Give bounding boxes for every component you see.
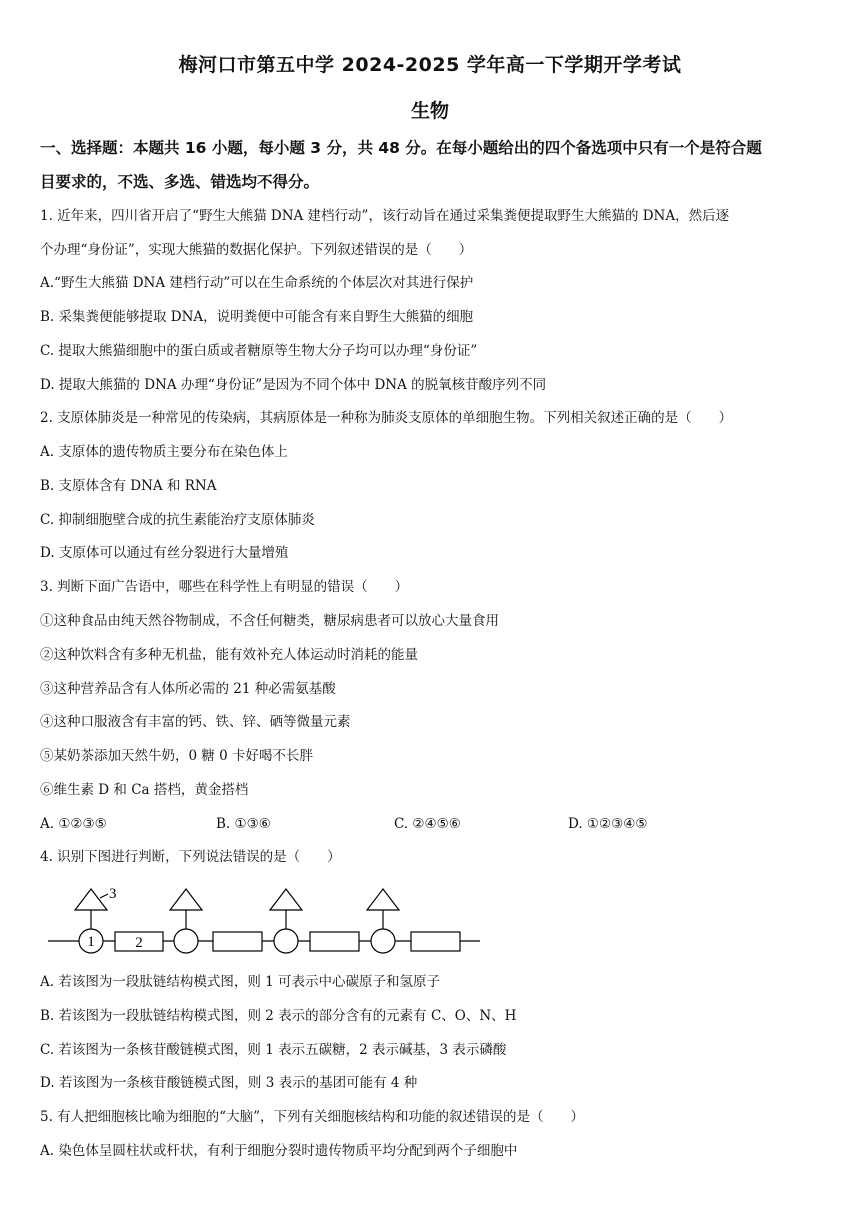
question-3-option-b: B. ①③⑥ bbox=[216, 816, 271, 832]
question-3-statement: ④这种口服液含有丰富的钙、铁、锌、硒等微量元素 bbox=[40, 714, 351, 730]
question-1-stem-line-1: 1. 近年来，四川省开启了“野生大熊猫 DNA 建档行动”，该行动旨在通过采集粪便提取野生大熊猫的 DNA，然后逐 bbox=[40, 208, 730, 224]
rect-unit bbox=[213, 932, 262, 951]
section-instructions-line-2: 目要求的，不选、多选、错选均不得分。 bbox=[40, 173, 320, 191]
triangle-group bbox=[170, 889, 202, 910]
question-3-statement: ③这种营养品含有人体所必需的 21 种必需氨基酸 bbox=[40, 681, 336, 697]
question-2-option-b: B. 支原体含有 DNA 和 RNA bbox=[40, 478, 217, 494]
question-3-option-a: A. ①②③⑤ bbox=[40, 816, 107, 832]
triangle-group bbox=[270, 889, 302, 910]
question-3-stem: 3. 判断下面广告语中，哪些在科学性上有明显的错误（ ） bbox=[40, 579, 409, 595]
question-1-option-b: B. 采集粪便能够提取 DNA，说明粪便中可能含有来自野生大熊猫的细胞 bbox=[40, 309, 474, 325]
question-1-option-d: D. 提取大熊猫的 DNA 办理“身份证”是因为不同个体中 DNA 的脱氧核苷酸序列不同 bbox=[40, 377, 547, 393]
question-5-stem: 5. 有人把细胞核比喻为细胞的“大脑”，下列有关细胞核结构和功能的叙述错误的是（ ） bbox=[40, 1109, 584, 1125]
chain-structure-diagram bbox=[40, 884, 490, 964]
question-3-option-d: D. ①②③④⑤ bbox=[568, 816, 648, 832]
question-3-statement: ⑤某奶茶添加天然牛奶，0 糖 0 卡好喝不长胖 bbox=[40, 748, 314, 764]
question-2-option-c: C. 抑制细胞壁合成的抗生素能治疗支原体肺炎 bbox=[40, 512, 315, 528]
question-4-stem: 4. 识别下图进行判断，下列说法错误的是（ ） bbox=[40, 849, 341, 865]
question-1-option-a: A.“野生大熊猫 DNA 建档行动”可以在生命系统的个体层次对其进行保护 bbox=[40, 275, 474, 291]
question-1-stem-line-2: 个办理“身份证”，实现大熊猫的数据化保护。下列叙述错误的是（ ） bbox=[40, 242, 473, 258]
question-4-option-b: B. 若该图为一段肽链结构模式图，则 2 表示的部分含有的元素有 C、O、N、H bbox=[40, 1008, 517, 1024]
question-2-stem: 2. 支原体肺炎是一种常见的传染病，其病原体是一种称为肺炎支原体的单细胞生物。下列相关叙述正确的是（ ） bbox=[40, 410, 733, 426]
rect-unit bbox=[411, 932, 460, 951]
figure-label-3: 3 bbox=[109, 886, 117, 902]
question-3-option-c: C. ②④⑤⑥ bbox=[394, 816, 461, 832]
exam-title: 梅河口市第五中学 2024-2025 学年高一下学期开学考试 bbox=[178, 54, 682, 76]
question-4-option-d: D. 若该图为一条核苷酸链模式图，则 3 表示的基团可能有 4 种 bbox=[40, 1075, 418, 1091]
question-2-option-d: D. 支原体可以通过有丝分裂进行大量增殖 bbox=[40, 545, 289, 561]
triangle-group bbox=[367, 889, 399, 910]
circle-unit bbox=[174, 929, 198, 953]
circle-unit bbox=[274, 929, 298, 953]
triangle-group bbox=[75, 889, 107, 910]
question-4-option-a: A. 若该图为一段肽链结构模式图，则 1 可表示中心碳原子和氢原子 bbox=[40, 974, 441, 990]
question-3-statement: ②这种饮料含有多种无机盐，能有效补充人体运动时消耗的能量 bbox=[40, 647, 418, 663]
question-4-option-c: C. 若该图为一条核苷酸链模式图，则 1 表示五碳糖，2 表示碱基，3 表示磷酸 bbox=[40, 1042, 507, 1058]
question-1-option-c: C. 提取大熊猫细胞中的蛋白质或者糖原等生物大分子均可以办理“身份证” bbox=[40, 343, 478, 359]
figure-label-1: 1 bbox=[87, 934, 95, 950]
question-5-option-a: A. 染色体呈圆柱状或杆状，有利于细胞分裂时遗传物质平均分配到两个子细胞中 bbox=[40, 1143, 518, 1159]
question-3-statement: ①这种食品由纯天然谷物制成，不含任何糖类，糖尿病患者可以放心大量食用 bbox=[40, 613, 499, 629]
circle-unit bbox=[371, 929, 395, 953]
section-instructions-line-1: 一、选择题：本题共 16 小题，每小题 3 分，共 48 分。在每小题给出的四个备选项中只有一个是符合题 bbox=[40, 139, 762, 157]
figure-label-2: 2 bbox=[135, 935, 143, 951]
question-3-statement: ⑥维生素 D 和 Ca 搭档，黄金搭档 bbox=[40, 782, 249, 798]
rect-unit bbox=[310, 932, 359, 951]
subject-title: 生物 bbox=[410, 100, 449, 122]
label-3-pointer bbox=[100, 894, 108, 898]
question-2-option-a: A. 支原体的遗传物质主要分布在染色体上 bbox=[40, 444, 288, 460]
